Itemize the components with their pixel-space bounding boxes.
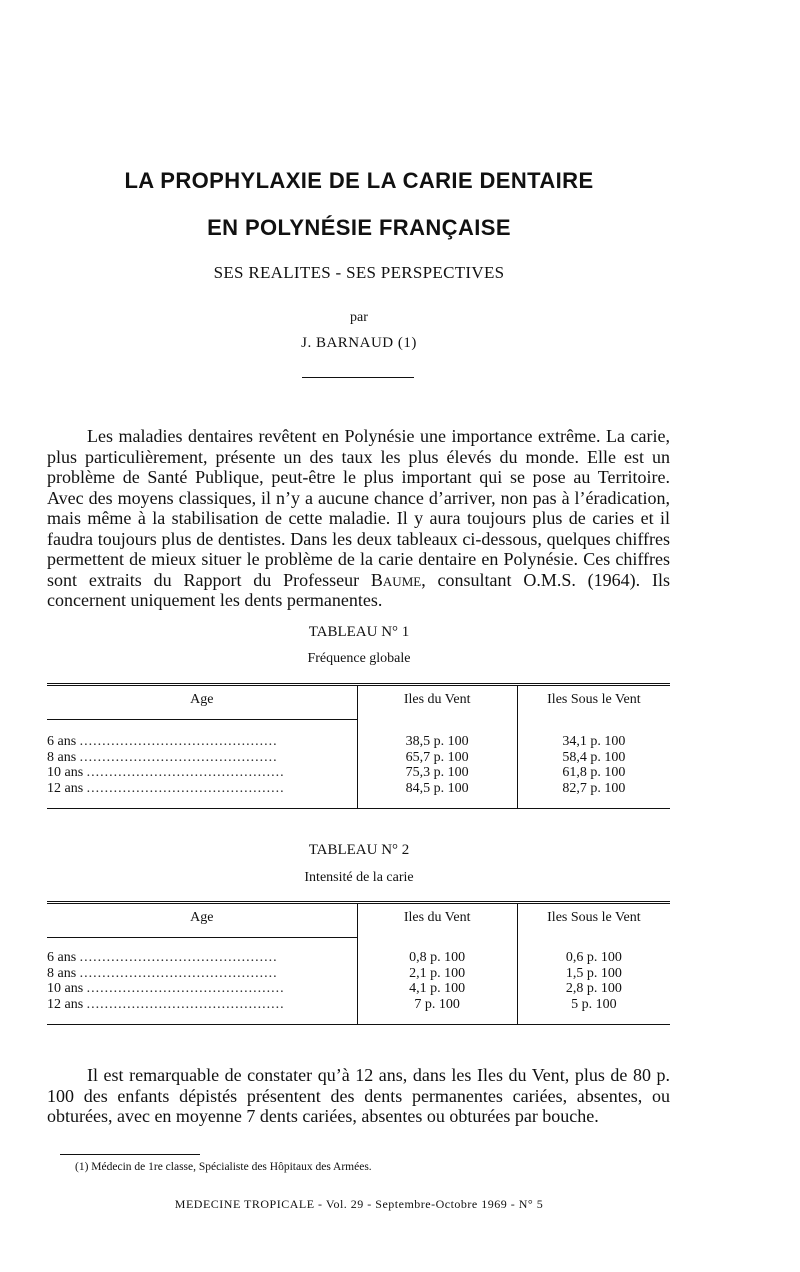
table-row: [47, 781, 670, 797]
table1-age-12: 12 ans: [47, 780, 84, 796]
table2-sousvent-8: 1,5 p. 100: [565, 965, 622, 981]
conclusion-text: Il est remarquable de constater qu’à 12 ans, dans les Iles du Vent, plus de 80 p. 100 des enfants dépistés présentent des dents permanentes cariées, absentes, ou obturées, avec en moyenne 7 dents cariées, absentes ou obturées par bouche.: [47, 1065, 670, 1126]
table-row: [47, 750, 670, 766]
table2-subcaption: Intensité de la carie: [304, 870, 414, 885]
table1-caption: TABLEAU N° 1: [308, 624, 410, 640]
footnote: (1) Médecin de 1re classe, Spécialiste des Hôpitaux des Armées.: [75, 1161, 372, 1173]
table2-sousvent-6: 0,6 p. 100: [565, 950, 622, 965]
table-row: [47, 950, 670, 966]
title-line-2: EN POLYNÉSIE FRANÇAISE: [207, 215, 511, 240]
leader-dots: ............................................: [86, 981, 285, 996]
table2-age-10: 10 ans: [47, 981, 84, 996]
table2-vent-6: 0,8 p. 100: [357, 950, 517, 966]
table2: [47, 901, 670, 1025]
table-row: [47, 765, 670, 781]
table1-age-6: 6 ans: [47, 734, 77, 749]
conclusion-paragraph: [47, 1065, 670, 1127]
table2-vent-8: 2,1 p. 100: [357, 966, 517, 982]
table1-sousvent-12: 82,7 p. 100: [562, 780, 626, 796]
table2-vent-12: 7 p. 100: [357, 997, 517, 1013]
footnote-divider: [60, 1154, 200, 1155]
intro-text-part1: Les maladies dentaires revêtent en Polynésie une importance extrême. La carie, plus particulièrement, présente un des taux les plus élevés du monde. Elle est un problème de Santé Publique, peut-être le plus important qui se pose au Territoire. Avec des moyens classiques, il n’y a aucune chance d’arriver, non pas à l’éradication, mais même à la stabilisation de cette maladie. Il y aura toujours plus de caries et il faudra toujours plus de dentistes. Dans les deux tableaux ci-dessous, quelques chiffres permettent de mieux situer le problème de la carie dentaire en Polynésie. Ces chiffres sont extraits du Rapport du Professeur: [47, 426, 670, 590]
leader-dots: ............................................: [86, 996, 285, 1012]
intro-text-part2: consultant O.M.S. (1964). Ils concernent uniquement les dents permanentes.: [47, 569, 670, 610]
table2-caption: TABLEAU N° 2: [308, 842, 410, 858]
table1-age-10: 10 ans: [47, 765, 84, 780]
leader-dots: ............................................: [86, 780, 285, 796]
leader-dots: ............................................: [79, 734, 278, 749]
table1-subcaption: Fréquence globale: [307, 651, 411, 666]
table1-header-iles-du-vent: Iles du Vent: [357, 685, 517, 719]
table2-sousvent-12: 5 p. 100: [571, 996, 617, 1012]
table1-sousvent-10: 61,8 p. 100: [562, 765, 626, 780]
table2-vent-10: 4,1 p. 100: [357, 981, 517, 997]
table1-vent-10: 75,3 p. 100: [357, 765, 517, 781]
table1-vent-8: 65,7 p. 100: [357, 750, 517, 766]
leader-dots: ............................................: [79, 965, 278, 981]
table-row: [47, 734, 670, 750]
table1-sousvent-6: 34,1 p. 100: [562, 734, 626, 749]
author-name-baume: Baume,: [370, 569, 426, 590]
leader-dots: ............................................: [79, 749, 278, 765]
table2-sousvent-10: 2,8 p. 100: [565, 981, 622, 996]
table2-header-iles-du-vent: Iles du Vent: [357, 903, 517, 937]
journal-footer: MEDECINE TROPICALE - Vol. 29 - Septembre-Octobre 1969 - N° 5: [174, 1197, 544, 1211]
table-row: [47, 981, 670, 997]
par-label: par: [350, 310, 368, 325]
subtitle: SES REALITES - SES PERSPECTIVES: [213, 263, 505, 282]
leader-dots: ............................................: [86, 765, 285, 780]
table2-age-8: 8 ans: [47, 965, 77, 981]
table2-header-age: Age: [190, 910, 214, 925]
table1-age-8: 8 ans: [47, 749, 77, 765]
table-row: [47, 966, 670, 982]
table2-header-iles-sous-le-vent: Iles Sous le Vent: [547, 910, 641, 925]
title-divider: [302, 377, 414, 378]
leader-dots: ............................................: [79, 950, 278, 965]
table1-vent-6: 38,5 p. 100: [357, 734, 517, 750]
title-line-1: LA PROPHYLAXIE DE LA CARIE DENTAIRE: [124, 168, 594, 193]
table2-age-12: 12 ans: [47, 996, 84, 1012]
intro-paragraph: [47, 426, 670, 611]
table2-age-6: 6 ans: [47, 950, 77, 965]
table1-sousvent-8: 58,4 p. 100: [562, 749, 626, 765]
table1: [47, 683, 670, 809]
table-row: [47, 997, 670, 1013]
author: J. BARNAUD (1): [301, 335, 417, 351]
table1-header-age: Age: [190, 692, 214, 707]
table1-header-iles-sous-le-vent: Iles Sous le Vent: [547, 692, 641, 707]
table1-vent-12: 84,5 p. 100: [357, 781, 517, 797]
